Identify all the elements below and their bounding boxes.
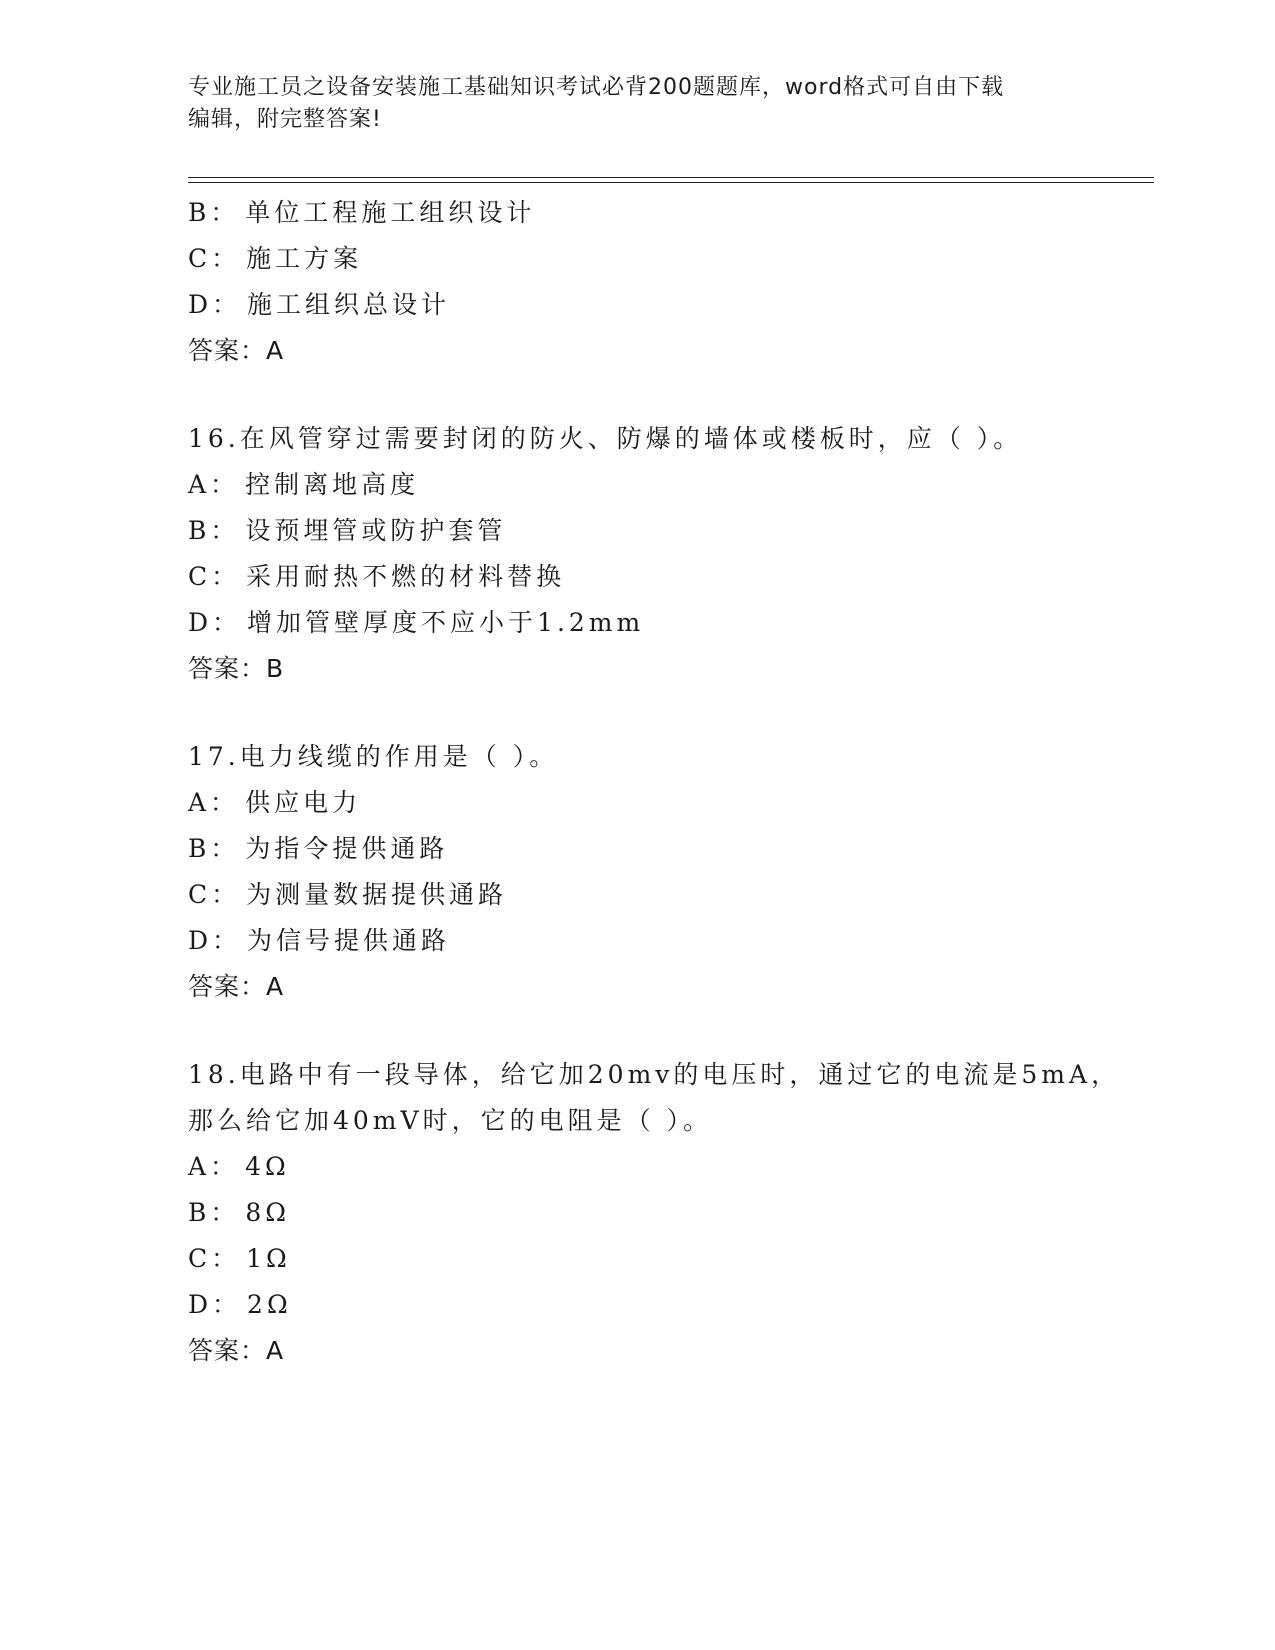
header-divider-bottom: [188, 182, 1154, 183]
question-list: [188, 190, 1128, 1374]
answer-line: 答案：B: [188, 654, 285, 683]
document-header: [188, 72, 1088, 136]
answer-line: 答案：A: [188, 336, 285, 365]
option-d: D： 施工组织总设计: [188, 290, 451, 319]
option-a: A： 4Ω: [188, 1152, 290, 1181]
option-c: C： 施工方案: [188, 244, 363, 273]
question-15-continued: [188, 190, 1128, 374]
question-17: [188, 734, 1128, 1010]
option-d: D： 2Ω: [188, 1290, 292, 1319]
option-c: C： 采用耐热不燃的材料替换: [188, 562, 566, 591]
option-b: B： 设预埋管或防护套管: [188, 516, 507, 545]
header-divider-top: [188, 177, 1154, 178]
option-a: A： 控制离地高度: [188, 470, 420, 499]
option-b: B： 单位工程施工组织设计: [188, 198, 536, 227]
question-stem: 17.电力线缆的作用是（ ）。: [188, 742, 559, 771]
option-c: C： 为测量数据提供通路: [188, 880, 508, 909]
answer-line: 答案：A: [188, 1336, 285, 1365]
question-stem-line2: 那么给它加40mV时，它的电阻是（ ）。: [188, 1106, 713, 1135]
question-18: [188, 1052, 1128, 1374]
question-stem: 16.在风管穿过需要封闭的防火、防爆的墙体或楼板时，应（ ）。: [188, 424, 1023, 453]
option-d: D： 为信号提供通路: [188, 926, 451, 955]
header-title-line2: 编辑，附完整答案!: [188, 107, 382, 132]
question-16: [188, 416, 1128, 692]
option-b: B： 8Ω: [188, 1198, 291, 1227]
answer-line: 答案：A: [188, 972, 285, 1001]
option-c: C： 1Ω: [188, 1244, 291, 1273]
question-stem-line1: 18.电路中有一段导体，给它加20mv的电压时，通过它的电流是5mA，: [188, 1060, 1121, 1089]
option-b: B： 为指令提供通路: [188, 834, 449, 863]
option-a: A： 供应电力: [188, 788, 362, 817]
header-title-line1: 专业施工员之设备安装施工基础知识考试必背200题题库，word格式可自由下载: [188, 75, 1005, 100]
option-d: D： 增加管壁厚度不应小于1.2mm: [188, 608, 645, 637]
